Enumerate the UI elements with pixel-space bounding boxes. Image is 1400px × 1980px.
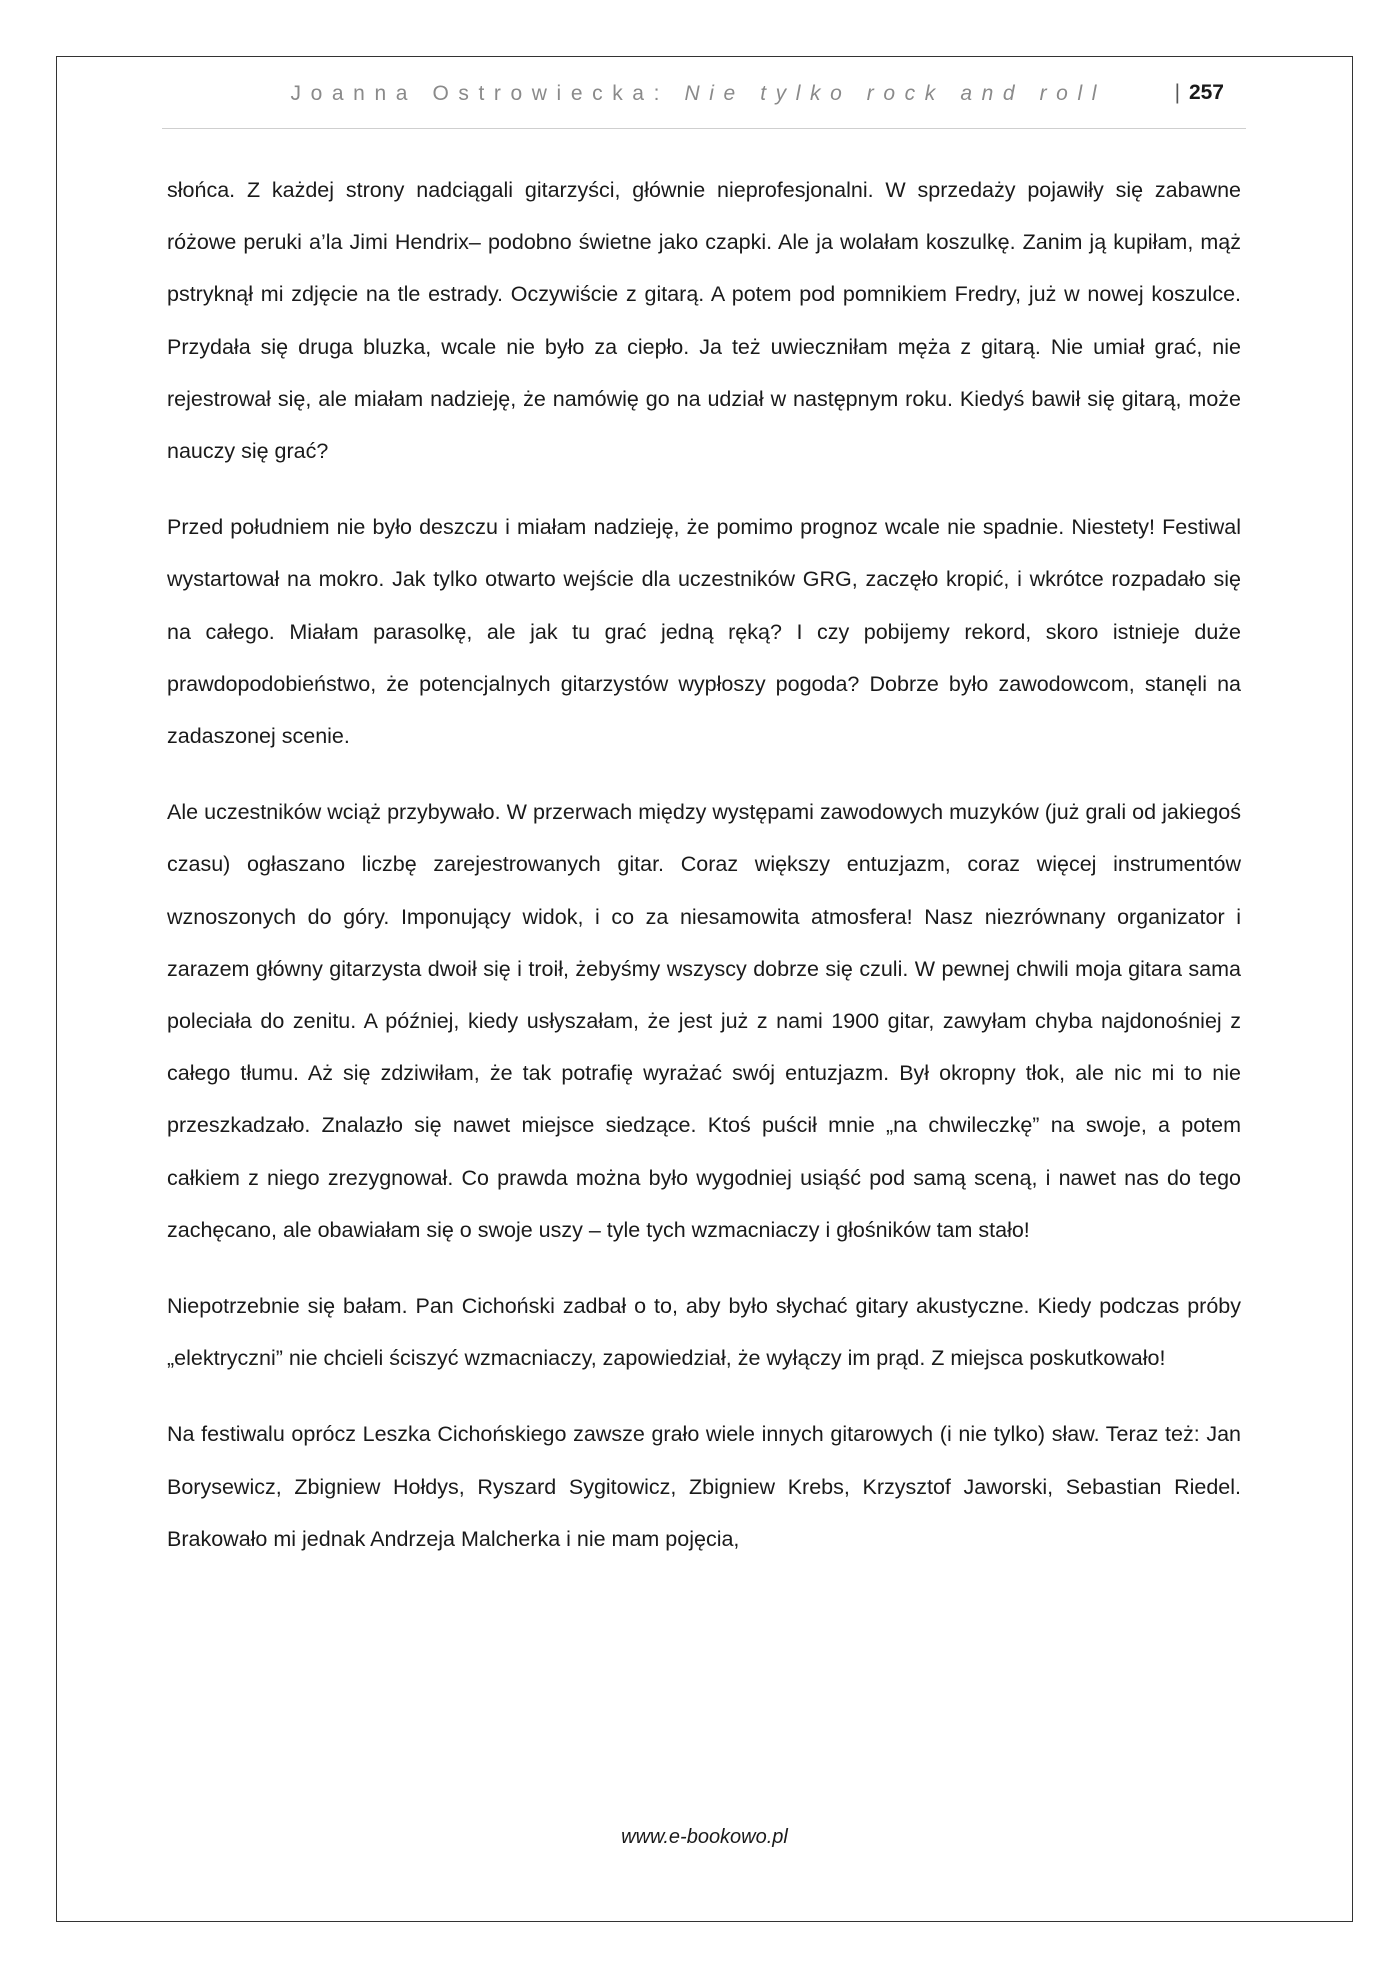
running-header <box>162 82 1246 129</box>
page-number-value: 257 <box>1188 81 1224 104</box>
paragraph-1: słońca. Z każdej strony nadciągali gitarzyści, głównie nieprofesjonalni. W sprzedaży pojawiły się zabawne różowe peruki a’la Jimi Hendrix– podobno świetne jako czapki. Ale ja wolałam koszulkę. Zanim ją kupiłam, mąż pstryknął mi zdjęcie na tle estrady. Oczywiście z gitarą. A potem pod pomnikiem Fredry, już w nowej koszulce. Przydała się druga bluzka, wcale nie było za ciepło. Ja też uwieczniłam męża z gitarą. Nie umiał grać, nie rejestrował się, ale miałam nadzieję, że namówię go na udział w następnym roku. Kiedyś bawił się gitarą, może nauczy się grać? <box>167 178 1241 464</box>
header-title <box>291 82 1106 106</box>
page-number <box>1175 81 1224 105</box>
footer-url: www.e-bookowo.pl <box>621 1826 788 1848</box>
page-number-separator: | <box>1174 81 1181 104</box>
paragraph-3: Ale uczestników wciąż przybywało. W przerwach między występami zawodowych muzyków (już grali od jakiegoś czasu) ogłaszano liczbę zarejestrowanych gitar. Coraz większy entuzjazm, coraz więcej instrumentów wznoszonych do góry. Imponujący widok, i co za niesamowita atmosfera! Nasz niezrównany organizator i zarazem główny gitarzysta dwoił się i troił, żebyśmy wszyscy dobrze się czuli. W pewnej chwili moja gitara sama poleciała do zenitu. A później, kiedy usłyszałam, że jest już z nami 1900 gitar, zawyłam chyba najdonośniej z całego tłumu. Aż się zdziwiłam, że tak potrafię wyrażać swój entuzjazm. Był okropny tłok, ale nic mi to nie przeszkadzało. Znalazło się nawet miejsce siedzące. Ktoś puścił mnie „na chwileczkę” na swoje, a potem całkiem z niego zrezygnował. Co prawda można było wygodniej usiąść pod samą sceną, i nawet nas do tego zachęcano, ale obawiałam się o swoje uszy – tyle tych wzmacniaczy i głośników tam stało! <box>167 800 1241 1242</box>
paragraph-2: Przed południem nie było deszczu i miałam nadzieję, że pomimo prognoz wcale nie spadnie. Niestety! Festiwal wystartował na mokro. Jak tylko otwarto wejście dla uczestników GRG, zaczęło kropić, i wkrótce rozpadało się na całego. Miałam parasolkę, ale jak tu grać jedną ręką? I czy pobijemy rekord, skoro istnieje duże prawdopodobieństwo, że potencjalnych gitarzystów wypłoszy pogoda? Dobrze było zawodowcom, stanęli na zadaszonej scenie. <box>167 515 1241 749</box>
header-book-title: Nie tylko rock and roll <box>684 82 1106 105</box>
header-author: Joanna Ostrowiecka: <box>290 82 670 105</box>
body-text <box>167 164 1241 1589</box>
paragraph-4: Niepotrzebnie się bałam. Pan Cichoński zadbał o to, aby było słychać gitary akustyczne. Kiedy podczas próby „elektryczni” nie chcieli ściszyć wzmacniaczy, zapowiedział, że wyłączy im prąd. Z miejsca poskutkowało! <box>167 1294 1241 1371</box>
paragraph-5: Na festiwalu oprócz Leszka Cichońskiego zawsze grało wiele innych gitarowych (i nie tylko) sław. Teraz też: Jan Borysewicz, Zbigniew Hołdys, Ryszard Sygitowicz, Zbigniew Krebs, Krzysztof Jaworski, Sebastian Riedel. Brakowało mi jednak Andrzeja Malcherka i nie mam pojęcia, <box>167 1422 1241 1551</box>
